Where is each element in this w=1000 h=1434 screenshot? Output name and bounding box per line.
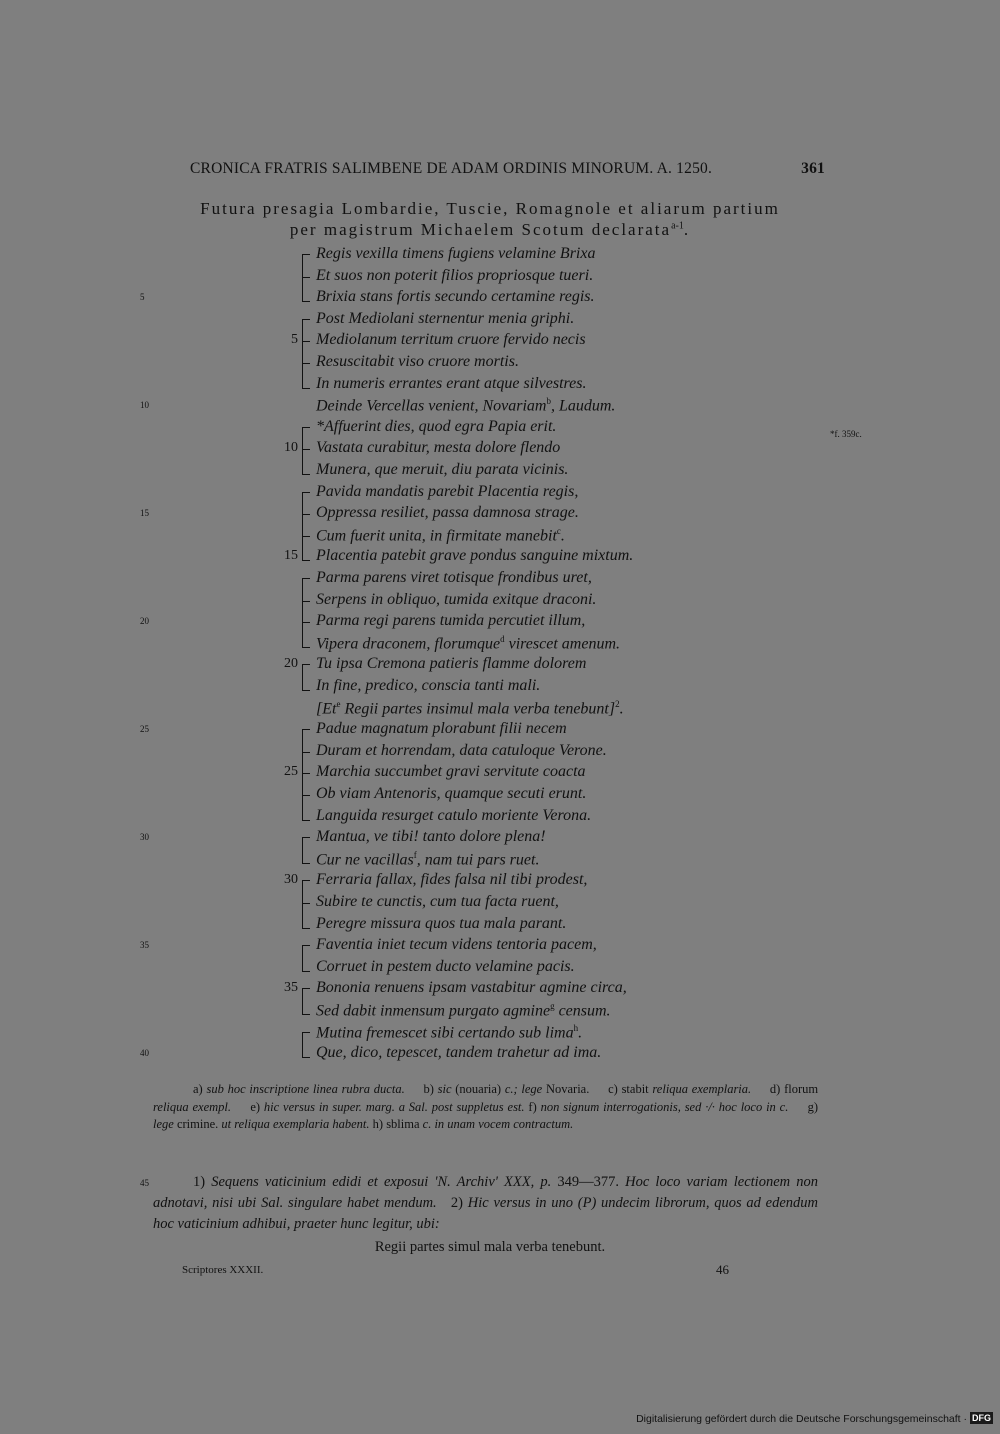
verse-line: Mutina fremescet sibi certando sub lima$^h$.	[316, 1022, 583, 1041]
verse-number: 5	[291, 332, 298, 348]
bracket-tick	[302, 773, 310, 774]
bracket-tick	[302, 341, 310, 342]
verse-line: Que, dico, tepescet, tandem trahetur ad ima.	[316, 1044, 602, 1062]
footnote-line-number: 45	[140, 1178, 149, 1188]
critical-apparatus: a) sub hoc inscriptione linea rubra ducta. b) sic (nouaria) c.; lege Novaria. c) stabit reliqua exemplaria. d) florum reliqua exempl. e) hic versus in super. marg. a Sal. post suppletus est. f) non signum interrogationis, sed ·/· hoc loco in c. g) lege crimine. ut reliqua exemplaria habent. h) sblima c. in unam vocem contractum.	[153, 1082, 819, 1132]
verse-line: Mediolanum territum cruore fervido necis	[316, 331, 586, 349]
bracket-tick	[302, 277, 310, 278]
verse-line: Resuscitabit viso cruore mortis.	[316, 353, 519, 370]
verse-line: Parma parens viret totisque frondibus uret,	[316, 569, 592, 586]
bracket-tick	[302, 601, 310, 602]
verse-line: Placentia patebit grave pondus sanguine mixtum.	[316, 547, 634, 565]
verse-number: 35	[284, 980, 298, 996]
stanza-bracket	[302, 880, 310, 928]
stanza-bracket	[302, 945, 310, 972]
verse-line: Corruet in pestem ducto velamine pacis.	[316, 957, 575, 975]
page-line-number: 15	[140, 508, 149, 519]
page-line-number: 25	[140, 724, 149, 735]
page-number: 361	[801, 160, 825, 177]
verse-line: Languida resurget catulo moriente Verona.	[316, 806, 592, 824]
verse-number: 30	[284, 872, 298, 888]
verse-line: Mantua, ve tibi! tanto dolore plena!	[316, 828, 546, 846]
stanza-bracket	[302, 492, 310, 562]
margin-folio-note: *f. 359c.	[830, 429, 862, 439]
page-line-number: 40	[140, 1048, 149, 1059]
bracket-tick	[302, 622, 310, 623]
series-signature: Scriptores XXXII.	[182, 1264, 264, 1276]
digitization-credit	[0, 1412, 993, 1425]
verse-line: In fine, predico, conscia tanti mali.	[316, 677, 541, 694]
verse-line: Oppressa resiliet, passa damnosa strage.	[316, 504, 579, 522]
stanza-bracket	[302, 427, 310, 475]
stanza-bracket	[302, 1032, 310, 1059]
running-header	[190, 160, 825, 178]
verse-line: Munera, que meruit, diu parata vicinis.	[316, 461, 569, 478]
verse-line: Regis vexilla timens fugiens velamine Brixa	[316, 245, 596, 262]
bracket-tick	[302, 752, 310, 753]
verse-number: 20	[284, 656, 298, 672]
page-line-number: 10	[140, 400, 149, 411]
verse-line: *Affuerint dies, quod egra Papia erit.	[316, 417, 557, 435]
verse-line: Serpens in obliquo, tumida exitque draconi.	[316, 590, 597, 608]
verse-number: 15	[284, 548, 298, 564]
page-line-number: 20	[140, 616, 149, 627]
verse-line: Marchia succumbet gravi servitute coacta	[316, 763, 586, 781]
verse-line: Cur ne vacillas$^f$, nam tui pars ruet.	[316, 849, 540, 869]
verse-line: Vipera draconem, florumque$^d$ virescet amenum.	[316, 633, 620, 653]
verse-line: Faventia iniet tecum videns tentoria pacem,	[316, 936, 597, 954]
bracket-tick	[302, 795, 310, 796]
stanza-bracket	[302, 988, 310, 1015]
verse-line: Peregre missura quos tua mala parant.	[316, 914, 567, 932]
stanza-bracket	[302, 729, 310, 820]
verse-line: [Et$^e$ Regii partes insimul mala verba tenebunt]$^2$.	[316, 698, 624, 717]
verse-line: Ferraria fallax, fides falsa nil tibi prodest,	[316, 871, 588, 889]
sheet-signature: 46	[716, 1262, 729, 1277]
verse-line: Deinde Vercellas venient, Novariam$^b$, Laudum.	[316, 396, 616, 415]
verse-line: Post Mediolani sternentur menia griphi.	[316, 309, 575, 327]
stanza-bracket	[302, 254, 310, 302]
footnote-quote: Regii partes simul mala verba tenebunt.	[374, 1239, 606, 1255]
prophecy-title-line-2: per magistrum Michaelem Scotum declarata$^{a-1}$.	[289, 220, 691, 239]
bracket-tick	[302, 536, 310, 537]
verse-number: 25	[284, 764, 298, 780]
footnotes: 1) Sequens vaticinium edidi et exposui 'N. Archiv' XXX, p. 349—377. Hoc loco variam lectionem non adnotavi, nisi ubi Sal. singulare habet mendum. 2) Hic versus in uno (P) undecim librorum, quos ad edendum hoc vaticinium adhibui, praeter hunc legitur, ubi:	[153, 1174, 819, 1232]
verse-line: Sed dabit inmensum purgato agmine$^g$ censum.	[316, 1001, 611, 1020]
running-title: CRONICA FRATRIS SALIMBENE DE ADAM ORDINIS MINORUM. A. 1250.	[190, 160, 713, 177]
verse-line: Subire te cunctis, cum tua facta ruent,	[316, 893, 559, 910]
digitization-text: Digitalisierung gefördert durch die Deutsche Forschungsgemeinschaft ·	[636, 1413, 967, 1425]
page-line-number: 35	[140, 940, 149, 951]
stanza-bracket	[302, 664, 310, 691]
verse-line: Et suos non poterit filios propriosque tueri.	[316, 266, 594, 284]
stanza-bracket	[302, 319, 310, 389]
bracket-tick	[302, 514, 310, 515]
verse-line: Pavida mandatis parebit Placentia regis,	[316, 482, 579, 500]
verse-line: Bononia renuens ipsam vastabitur agmine circa,	[316, 979, 627, 997]
page-line-number: 30	[140, 832, 149, 843]
verse-line: In numeris errantes erant atque silvestres.	[316, 374, 587, 392]
verse-line: Parma regi parens tumida percutiet illum,	[316, 612, 586, 630]
prophecy-title-line-1: Futura presagia Lombardie, Tuscie, Romagnole et aliarum partium	[200, 199, 780, 218]
stanza-bracket	[302, 837, 310, 864]
bracket-tick	[302, 363, 310, 364]
verse-line: Ob viam Antenoris, quamque secuti erunt.	[316, 785, 587, 802]
bracket-tick	[302, 449, 310, 450]
verse-line: Cum fuerit unita, in firmitate manebit$^c$.	[316, 525, 565, 545]
verse-line: Padue magnatum plorabunt filii necem	[316, 720, 567, 738]
verse-line: Duram et horrendam, data catuloque Verone.	[316, 741, 607, 759]
page-line-number: 5	[140, 292, 145, 303]
verse-number: 10	[284, 440, 298, 456]
bracket-tick	[302, 903, 310, 904]
stanza-bracket	[302, 578, 310, 648]
verse-line: Tu ipsa Cremona patieris flamme dolorem	[316, 655, 587, 673]
verse-line: Vastata curabitur, mesta dolore flendo	[316, 439, 561, 457]
verse-line: Brixia stans fortis secundo certamine regis.	[316, 288, 595, 306]
dfg-logo: DFG	[972, 1413, 991, 1423]
